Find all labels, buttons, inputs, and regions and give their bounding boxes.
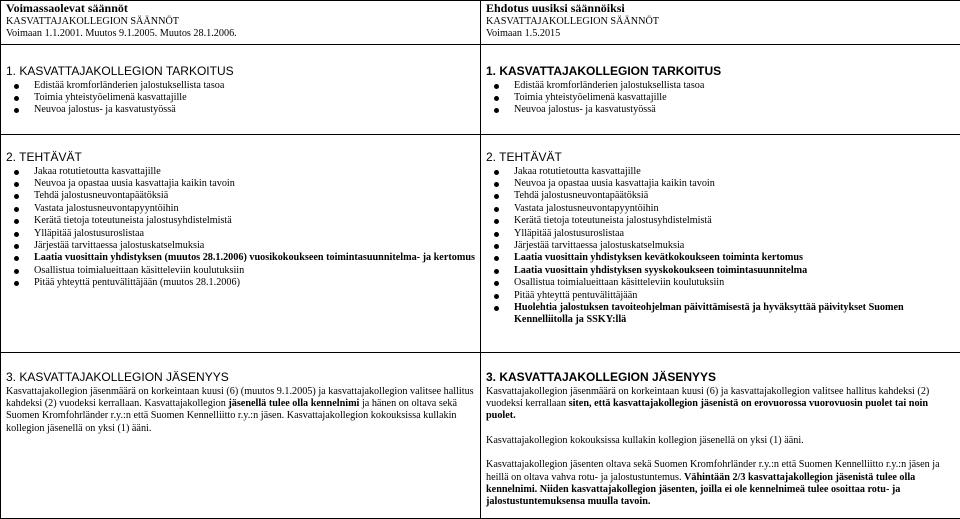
right-section2-list [486,166,958,327]
list-item: Ylläpitää jalostusuroslistaa [34,228,476,240]
section2-row [1,134,960,352]
left-header-cell [1,1,481,45]
list-item: Neuvoa jalostus- ja kasvatustyössä [514,104,958,116]
list-item: Järjestää tarvittaessa jalostuskatselmuksia [34,240,476,252]
bullet-icon [14,84,19,89]
bullet-icon [494,256,499,261]
bullet-icon [14,244,19,249]
list-item: Pitää yhteyttä pentuvälittäjään [514,290,958,302]
list-item: Neuvoa ja opastaa uusia kasvattajia kaikin tavoin [514,178,958,190]
right-header-cell [481,1,960,45]
section3-row [1,352,960,518]
bullet-icon [14,170,19,175]
section1-row [1,44,960,134]
right-header-line1: KASVATTAJAKOLLEGION SÄÄNNÖT [486,16,958,28]
bullet-icon [494,96,499,101]
list-item: Laatia vuosittain yhdistyksen syyskokoukseen toimintasuunnitelma [514,265,958,277]
right-section3-heading: 3. KASVATTAJAKOLLEGION JÄSENYYS [486,371,958,384]
list-item: Tehdä jalostusneuvontapäätöksiä [34,190,476,202]
right-section2-cell [481,134,960,352]
bullet-icon [14,194,19,199]
left-section1-list [6,80,476,117]
right-section3-paragraph1: Kasvattajakollegion jäsenmäärä on korkeintaan kuusi (6) ja kasvattajakollegion valitsee hallitus kahdeksi (2) vuodeksi kerrallaan siten, että kasvattajakollegion jäsenistä on erovuorossa vuorovuosin puolet tai noin puolet. [486,386,958,423]
left-header-line1: KASVATTAJAKOLLEGION SÄÄNNÖT [6,16,476,28]
bullet-icon [494,269,499,274]
left-section2-cell [1,134,481,352]
list-item: Huolehtia jalostuksen tavoiteohjelman päivittämisestä ja hyväksyttää päivitykset Suomen Kennelliitolla ja SSKY:llä [514,302,958,327]
bullet-icon [494,170,499,175]
bullet-icon [494,108,499,113]
list-item: Laatia vuosittain yhdistyksen (muutos 28.1.2006) vuosikokoukseen toimintasuunnitelma- ja kertomus [34,252,476,264]
list-item: Osallistua toimialueittaan käsitteleviin koulutuksiin [514,277,958,289]
bullet-icon [14,207,19,212]
right-section1-list [486,80,958,117]
bullet-icon [494,306,499,311]
bullet-icon [14,256,19,261]
right-header-line2: Voimaan 1.5.2015 [486,28,958,40]
bullet-icon [14,269,19,274]
bullet-icon [494,207,499,212]
bullet-icon [494,84,499,89]
bullet-icon [14,219,19,224]
bullet-icon [494,281,499,286]
list-item: Toimia yhteistyöelimenä kasvattajille [514,92,958,104]
left-section1-heading: 1. KASVATTAJAKOLLEGION TARKOITUS [6,65,476,78]
bullet-icon [494,244,499,249]
bullet-icon [494,182,499,187]
list-item: Neuvoa jalostus- ja kasvatustyössä [34,104,476,116]
list-item: Jakaa rotutietoutta kasvattajille [34,166,476,178]
list-item: Edistää kromforländerien jalostuksellista tasoa [34,80,476,92]
bullet-icon [14,96,19,101]
left-header-title: Voimassaolevat säännöt [6,2,476,16]
bullet-icon [494,219,499,224]
bullet-icon [494,294,499,299]
list-item: Kerätä tietoja toteutuneista jalostusyhdistelmistä [34,215,476,227]
list-item: Tehdä jalostusneuvontapäätöksiä [514,190,958,202]
list-item: Järjestää tarvittaessa jalostuskatselmuksia [514,240,958,252]
list-item: Laatia vuosittain yhdistyksen kevätkokoukseen toiminta kertomus [514,252,958,264]
list-item: Edistää kromforländerien jalostuksellista tasoa [514,80,958,92]
left-section3-paragraph: Kasvattajakollegion jäsenmäärä on korkeintaan kuusi (6) (muutos 9.1.2005) ja kasvattajakollegion valitsee hallitus kahdeksi (2) vuodeksi kerrallaan. Kasvattajakollegion jäsenellä tulee olla kennelnimi ja hänen on oltava sekä Suomen Kromfohrländer r.y.:n että Suomen Kennelliitto r.y.:n jäsen. Kasvattajakollegion kokouksissa kullakin kollegion jäsenellä on yksi (1) ääni. [6,386,476,436]
list-item: Neuvoa ja opastaa uusia kasvattajia kaikin tavoin [34,178,476,190]
list-item: Osallistua toimialueittaan käsitteleviin koulutuksiin [34,265,476,277]
list-item: Vastata jalostusneuvontapyyntöihin [34,203,476,215]
bullet-icon [14,108,19,113]
bullet-icon [14,232,19,237]
right-section1-heading: 1. KASVATTAJAKOLLEGION TARKOITUS [486,65,958,78]
list-item: Toimia yhteistyöelimenä kasvattajille [34,92,476,104]
bullet-icon [494,232,499,237]
list-item: Vastata jalostusneuvontapyyntöihin [514,203,958,215]
right-section3-paragraph3: Kasvattajakollegion jäsenten oltava sekä Suomen Kromfohrländer r.y.:n että Suomen Kennelliitto r.y.:n jäsen ja heillä on oltava vahva rotu- ja jalostustuntemus. Vähintään 2/3 kasvattajakollegion jäsenistä tulee olla kennelnimi. Niiden kasvattajakollegion jäsenten, joilla ei ole kennelnimeä tulee osoittaa rotu- ja jalostustuntemuksensa muulla tavoin. [486,459,958,509]
left-section1-cell [1,44,481,134]
bullet-icon [14,281,19,286]
list-item: Kerätä tietoja toteutuneista jalostusyhdistelmistä [514,215,958,227]
list-item: Ylläpitää jalostusuroslistaa [514,228,958,240]
list-item: Pitää yhteyttä pentuvälittäjään (muutos 28.1.2006) [34,277,476,289]
header-row [1,1,960,45]
right-section3-paragraph2: Kasvattajakollegion kokouksissa kullakin kollegion jäsenellä on yksi (1) ääni. [486,435,958,447]
right-header-title: Ehdotus uusiksi säännöiksi [486,2,958,16]
right-section3-cell [481,352,960,518]
list-item: Jakaa rotutietoutta kasvattajille [514,166,958,178]
bullet-icon [14,182,19,187]
bullet-icon [494,194,499,199]
left-section3-heading: 3. KASVATTAJAKOLLEGION JÄSENYYS [6,371,476,384]
right-section1-cell [481,44,960,134]
left-section2-heading: 2. TEHTÄVÄT [6,151,476,164]
left-section2-list [6,166,476,290]
right-section2-heading: 2. TEHTÄVÄT [486,151,958,164]
left-section3-cell [1,352,481,518]
left-header-line2: Voimaan 1.1.2001. Muutos 9.1.2005. Muutos 28.1.2006. [6,28,476,40]
